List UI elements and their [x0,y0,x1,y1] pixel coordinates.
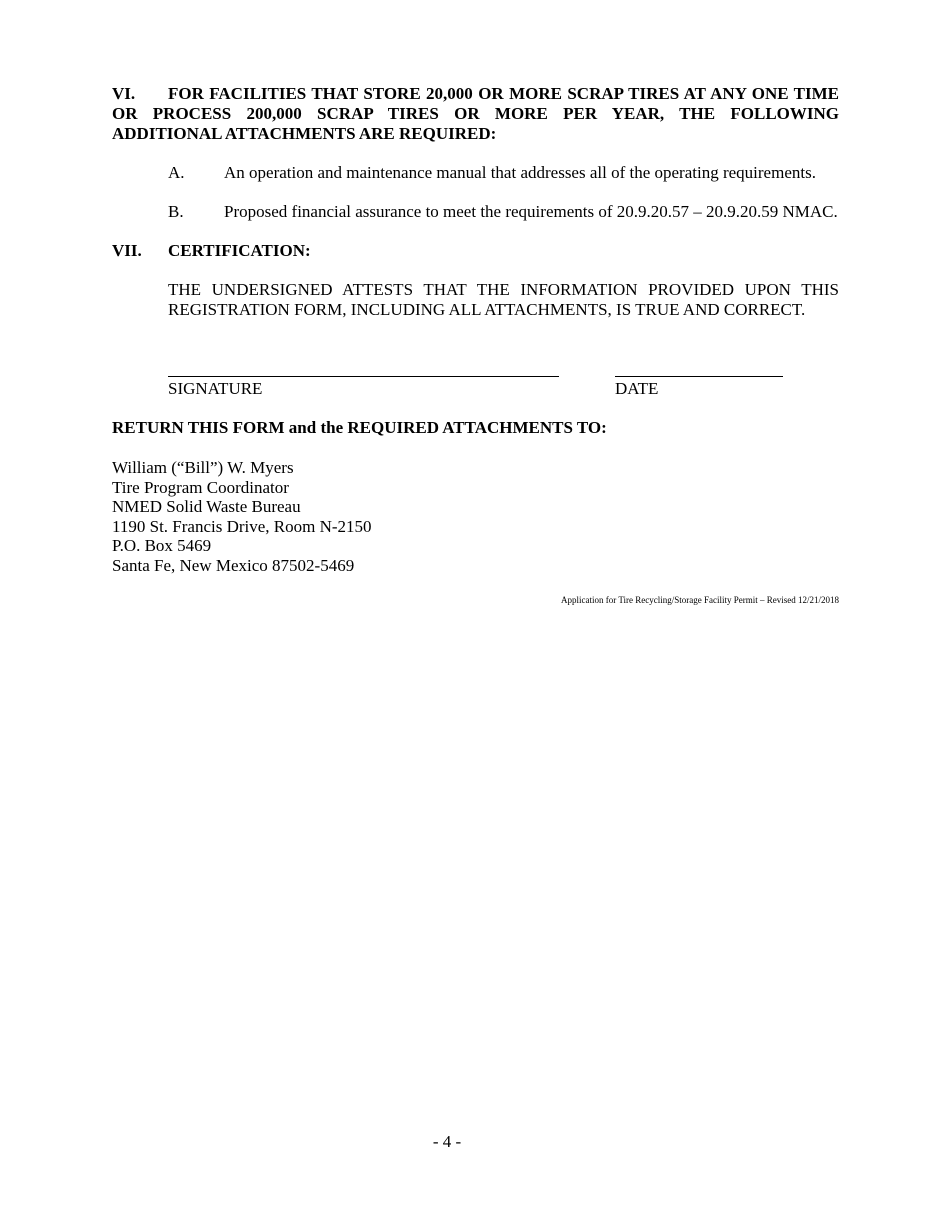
section-vii-number: VII. [112,241,142,260]
address-line-bureau: NMED Solid Waste Bureau [112,497,301,517]
date-label: DATE [615,379,659,398]
signature-label: SIGNATURE [168,379,263,398]
attestation-statement: THE UNDERSIGNED ATTESTS THAT THE INFORMATION PROVIDED UPON THIS REGISTRATION FORM, INCLUDING ALL ATTACHMENTS, IS TRUE AND CORRECT. [168,280,839,319]
return-address [112,458,372,576]
item-b-text: Proposed financial assurance to meet the requirements of 20.9.20.57 – 20.9.20.59 NMAC. [224,202,838,221]
item-a-letter: A. [168,163,185,182]
section-vii-title: CERTIFICATION: [168,241,311,260]
section-vi-number: VI. [112,84,136,103]
address-line-city: Santa Fe, New Mexico 87502-5469 [112,555,355,575]
section-vi-heading [112,84,839,144]
address-line-street: 1190 St. Francis Drive, Room N-2150 [112,516,372,536]
page-number: - 4 - [432,1132,462,1151]
item-a-text: An operation and maintenance manual that addresses all of the operating requirements. [224,163,816,182]
address-line-po-box: P.O. Box 5469 [112,536,212,556]
address-line-name: William (“Bill”) W. Myers [112,458,294,477]
item-b-letter: B. [168,202,184,221]
signature-line[interactable] [168,376,559,377]
return-heading: RETURN THIS FORM and the REQUIRED ATTACHMENTS TO: [112,418,607,437]
revision-note: Application for Tire Recycling/Storage Facility Permit – Revised 12/21/2018 [561,595,839,605]
date-line[interactable] [615,376,783,377]
address-line-title: Tire Program Coordinator [112,477,289,497]
section-vi-title: FOR FACILITIES THAT STORE 20,000 OR MORE SCRAP TIRES AT ANY ONE TIME OR PROCESS 200,000 SCRAP TIRES OR MORE PER YEAR, THE FOLLOWING ADDITIONAL ATTACHMENTS ARE REQUIRED: [112,84,839,143]
